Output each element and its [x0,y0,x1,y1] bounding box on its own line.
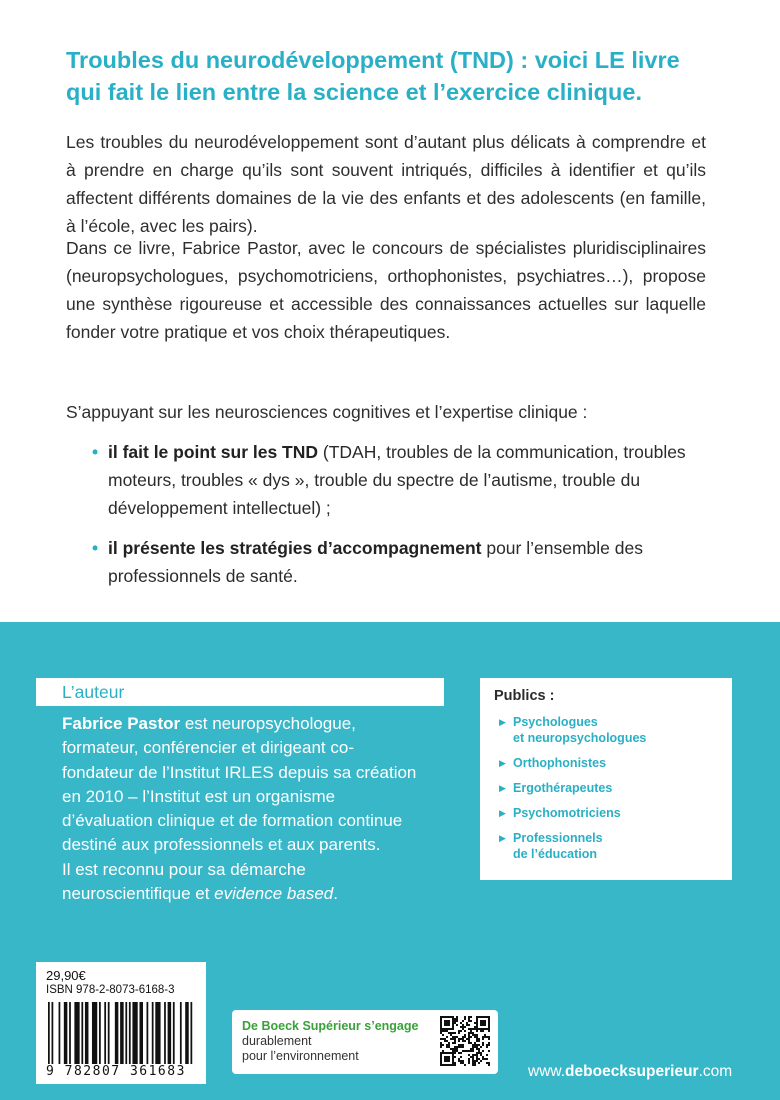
triangle-right-icon: ▶ [499,758,506,768]
feature-item-1-bold: il fait le point sur les TND [108,442,319,462]
feature-item-2-text: pour l’ensemble des professionnels de santé. [108,538,643,586]
website-brand: deboecksuperieur [565,1063,699,1080]
audience-box [480,678,732,880]
barcode-digits: 9 782807 361683 [46,1064,186,1079]
price: 29,90€ [46,968,86,983]
audience-item-2-line-1: Orthophonistes [513,756,607,770]
triangle-right-icon: ▶ [499,833,506,843]
eco-commitment-badge [232,1010,498,1074]
website-link[interactable] [528,1063,732,1081]
triangle-right-icon: ▶ [499,808,506,818]
author-bio-text: est neuropsychologue, formateur, conférencier et dirigeant co-fondateur de l’Institut IRLES depuis sa création en 2010 – l’Institut est un organisme d’évaluation clinique et de formation continue destiné aux professionnels et aux parents. [62,714,417,855]
audience-item-1-line-2: et neuropsychologues [513,731,647,745]
audience-list [494,714,718,862]
audience-item-2 [494,755,718,771]
feature-list [92,438,706,602]
headline [66,44,726,108]
headline-line-1: Troubles du neurodéveloppement (TND) : voici LE livre [66,47,680,73]
author-heading: L’auteur [62,682,125,702]
barcode-box [36,962,206,1084]
audience-item-3-line-1: Ergothérapeutes [513,781,613,795]
intro-paragraph-1: Les troubles du neurodéveloppement sont d’autant plus délicats à comprendre et à prendre en charge qu’ils sont souvent intriqués, difficiles à identifier et qu’ils affectent différents domaines de la vie des enfants et des adolescents (en famille, à l’école, avec les pairs). [66,132,706,236]
author-bio [62,712,422,906]
audience-item-5 [494,830,718,862]
intro-paragraph-3: S’appuyant sur les neurosciences cognitives et l’expertise clinique : [66,402,588,422]
author-bio-italic: evidence based [214,884,334,904]
audience-item-5-line-2: de l’éducation [513,847,598,861]
website-prefix: www. [528,1063,566,1080]
website-suffix: .com [698,1063,733,1080]
audience-item-4 [494,805,718,821]
author-bio-text-2: Il est reconnu pour sa démarche neuroscientifique et [62,859,306,904]
qr-code-icon [440,1016,490,1066]
intro-paragraph-2: Dans ce livre, Fabrice Pastor, avec le concours de spécialistes pluridisciplinaires (neuropsychologues, psychomotriciens, orthophonistes, psychiatres…), propose une synthèse rigoureuse et accessible des connaissances actuelles sur laquelle fonder votre pratique et vos choix thérapeutiques. [66,238,706,342]
audience-item-1 [494,714,718,746]
headline-line-2: qui fait le lien entre la science et l’exercice clinique. [66,79,642,105]
audience-item-5-line-1: Professionnels [513,831,603,845]
feature-item-2 [92,534,706,590]
triangle-right-icon: ▶ [499,783,506,793]
isbn: ISBN 978-2-8073-6168-3 [46,984,175,996]
audience-item-3 [494,780,718,796]
audience-item-1-line-1: Psychologues [513,715,598,729]
audience-title: Publics : [494,688,555,704]
feature-item-2-bold: il présente les stratégies d’accompagnement [108,538,482,558]
feature-item-1-text: (TDAH, troubles de la communication, troubles moteurs, troubles « dys », trouble du spectre de l’autisme, trouble du développement intellectuel) ; [108,442,686,518]
eco-commitment-line-1: durablement [242,1034,312,1048]
eco-commitment-title: De Boeck Supérieur s’engage [242,1019,419,1033]
audience-item-4-line-1: Psychomotriciens [513,806,621,820]
bullet-icon: • [92,442,99,462]
eco-commitment-line-2: pour l’environnement [242,1049,359,1063]
author-name: Fabrice Pastor [62,714,181,733]
bullet-icon: • [92,538,99,558]
feature-item-1 [92,438,706,522]
triangle-right-icon: ▶ [499,717,506,727]
barcode-icon [48,1002,194,1064]
author-bio-end: . [333,884,338,904]
